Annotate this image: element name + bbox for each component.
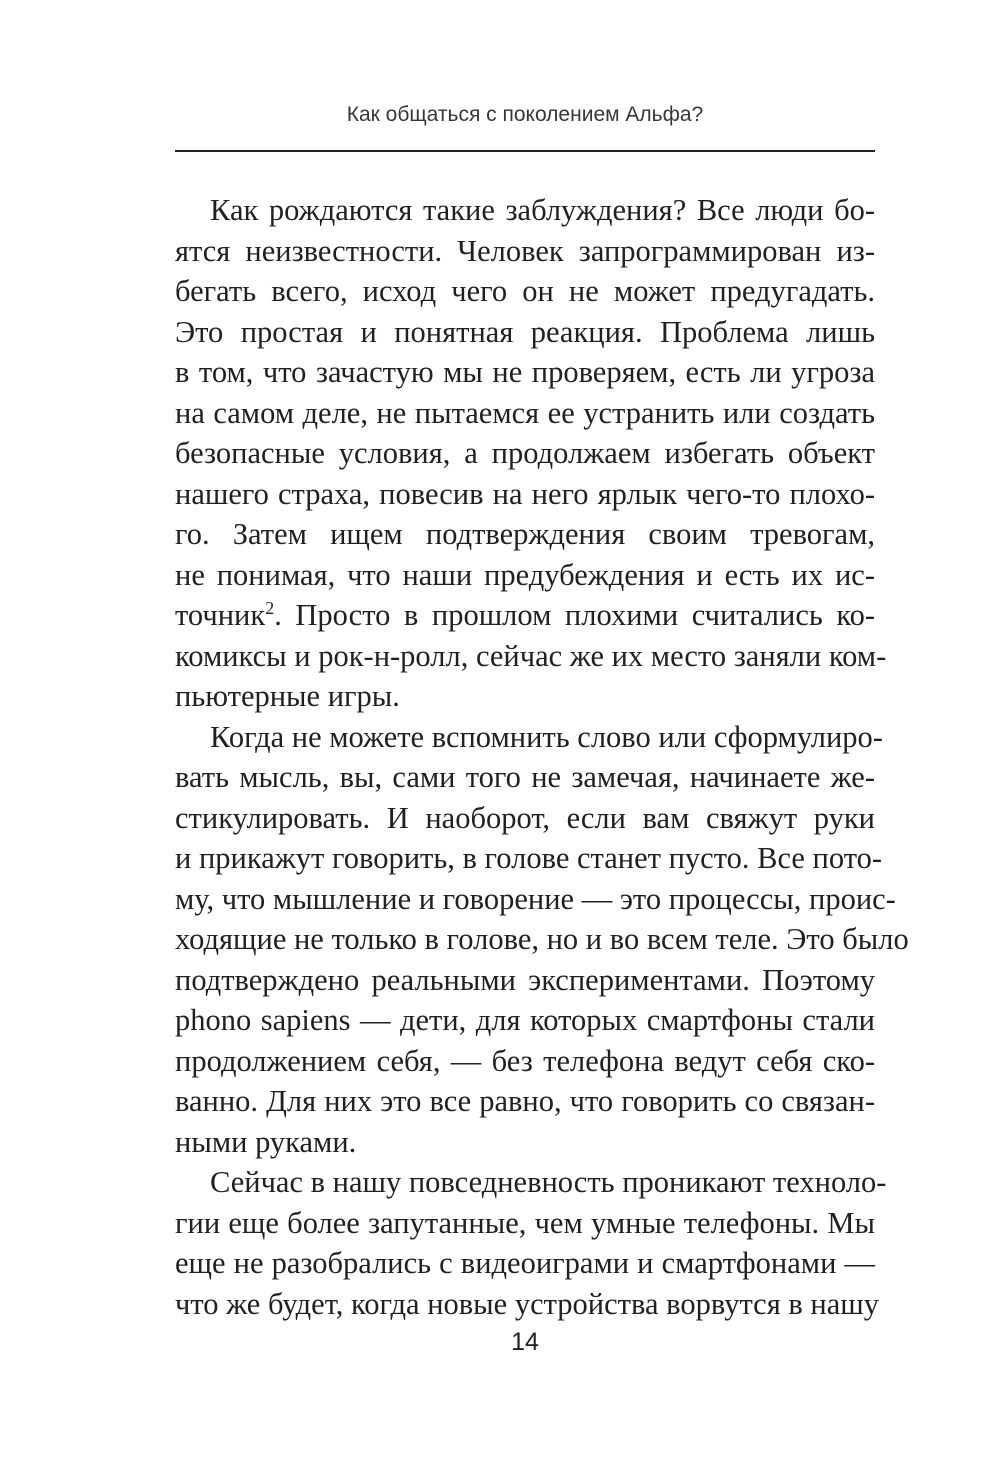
text-line: ными руками. xyxy=(175,1124,357,1159)
page-number: 14 xyxy=(511,1328,539,1356)
footnote-marker[interactable]: 2 xyxy=(265,598,275,618)
text-line: безопасные условия, а продолжаем избегать объект xyxy=(175,436,875,470)
text-line: ятся неизвестности. Человек запрограммирован из- xyxy=(175,233,875,268)
text-line: на самом деле, не пытаемся ее устранить или создать xyxy=(175,395,875,430)
text-line: нашего страха, повесив на него ярлык чего-то плохо- xyxy=(175,476,875,511)
text-line: го. Затем ищем подтверждения своим тревогам, xyxy=(175,517,875,551)
text-line: Как рождаются такие заблуждения? Все люди бо- xyxy=(210,193,875,227)
paragraph-2 xyxy=(175,717,909,1163)
paragraph-3 xyxy=(175,1162,887,1324)
text-line: бегать всего, исход чего он не может предугадать. xyxy=(175,274,875,308)
text-line: му, что мышление и говорение — это процессы, проис- xyxy=(175,881,896,916)
header-rule xyxy=(175,150,875,152)
text-line: ванно. Для них это все равно, что говорить со связан- xyxy=(175,1084,875,1118)
text-line: подтверждено реальными экспериментами. Поэтому xyxy=(175,962,875,997)
text-line: продолжением себя, — без телефона ведут себя ско- xyxy=(175,1043,875,1078)
text-fragment: точник xyxy=(175,598,266,632)
text-line: еще не разобрались с видеоиграми и смартфонами — xyxy=(175,1246,875,1280)
text-line: пьютерные игры. xyxy=(175,679,400,713)
text-line: Сейчас в нашу повседневность проникают техноло- xyxy=(210,1165,887,1199)
text-line: Это простая и понятная реакция. Проблема лишь xyxy=(175,314,875,349)
text-line: Когда не можете вспомнить слово или сформулиро- xyxy=(210,719,883,754)
text-line: phono sapiens — дети, для которых смартфоны стали xyxy=(175,1003,875,1037)
text-line: в том, что зачастую мы не проверяем, есть ли угроза xyxy=(175,355,875,389)
paragraph-1 xyxy=(175,190,887,717)
text-line-with-footnote xyxy=(175,595,875,636)
text-fragment: . Просто в прошлом плохими считались ко- xyxy=(274,598,875,632)
text-line: гии еще более запутанные, чем умные телефоны. Мы xyxy=(175,1205,875,1240)
text-line: стикулировать. И наоборот, если вам свяжут руки xyxy=(175,800,875,835)
body-text xyxy=(175,190,909,1324)
text-line: комиксы и рок-н-ролл, сейчас же их место заняли ком- xyxy=(175,638,887,673)
text-line: не понимая, что наши предубеждения и есть их ис- xyxy=(175,557,875,592)
text-line: и прикажут говорить, в голове станет пусто. Все пото- xyxy=(175,841,883,875)
running-head: Как общаться с поколением Альфа? xyxy=(346,103,704,126)
text-line: ходящие не только в голове, но и во всем теле. Это было xyxy=(175,922,909,956)
text-line: вать мысль, вы, сами того не замечая, начинаете же- xyxy=(175,760,875,794)
text-line: что же будет, когда новые устройства ворвутся в нашу xyxy=(175,1286,879,1321)
